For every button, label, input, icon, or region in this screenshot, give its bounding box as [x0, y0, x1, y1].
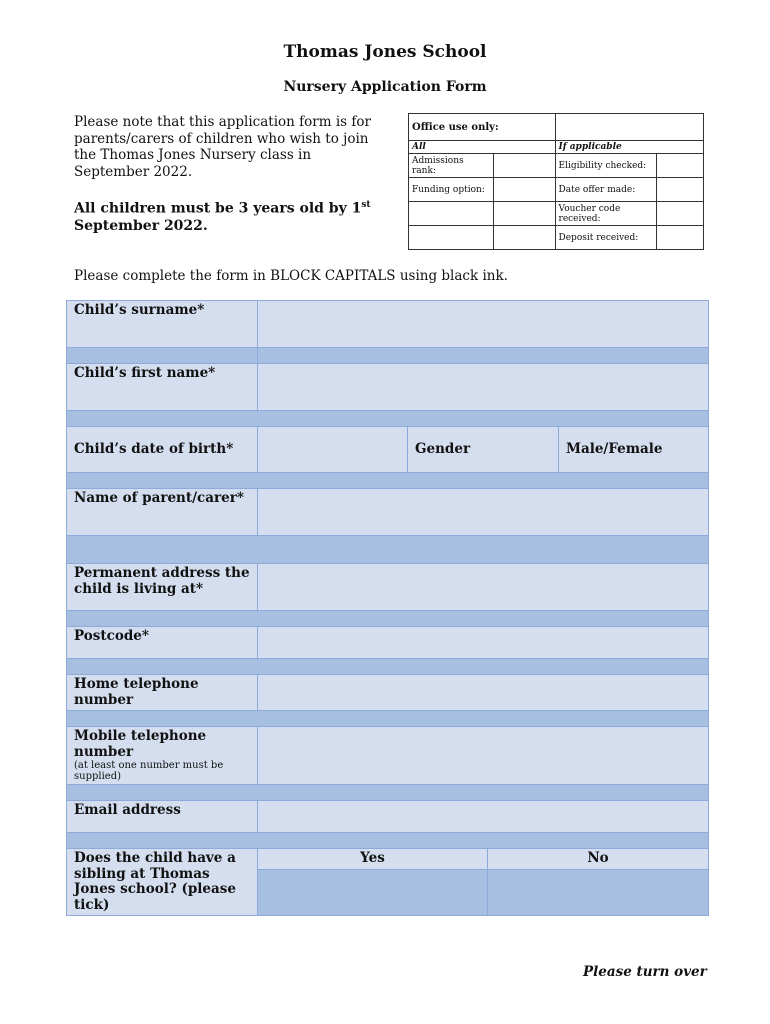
age-requirement	[74, 197, 374, 235]
intro-text: Please note that this application form is for parents/carers of children who wish to join the Thomas Jones Nursery class in September 2022.	[74, 114, 371, 180]
dob-label: Child’s date of birth*	[67, 427, 258, 473]
postcode-label: Postcode*	[67, 627, 258, 659]
row-separator	[67, 473, 709, 489]
row-separator	[67, 711, 709, 727]
email-label: Email address	[67, 801, 258, 833]
admissions-rank-field[interactable]	[493, 154, 555, 178]
deposit-received-field[interactable]	[657, 226, 704, 250]
sibling-yes-checkbox[interactable]	[258, 869, 488, 915]
parent-name-field[interactable]	[258, 489, 709, 536]
gender-label: Gender	[408, 427, 559, 473]
sibling-label: Does the child have a sibling at Thomas Jones school? (please tick)	[67, 849, 258, 916]
parent-name-label: Name of parent/carer*	[67, 489, 258, 536]
row-separator	[67, 659, 709, 675]
surname-field[interactable]	[258, 301, 709, 348]
deposit-received-label: Deposit received:	[555, 226, 657, 250]
mobile-phone-cell	[67, 727, 258, 785]
age-requirement-suffix: September 2022.	[74, 217, 208, 234]
sibling-no-checkbox[interactable]	[488, 869, 709, 915]
office-blank-cell	[409, 202, 494, 226]
first-name-label: Child’s first name*	[67, 364, 258, 411]
home-phone-field[interactable]	[258, 675, 709, 711]
row-separator	[67, 785, 709, 801]
office-use-heading: Office use only:	[409, 114, 556, 141]
mobile-phone-label: Mobile telephone number	[74, 728, 207, 760]
address-field[interactable]	[258, 564, 709, 611]
age-requirement-sup: st	[361, 200, 371, 210]
voucher-code-label: Voucher code received:	[555, 202, 657, 226]
row-separator	[67, 833, 709, 849]
page-title: Thomas Jones School	[283, 42, 487, 62]
turn-over-note: Please turn over	[583, 964, 707, 980]
row-separator	[67, 348, 258, 364]
mobile-phone-field[interactable]	[258, 727, 709, 785]
sibling-yes-label: Yes	[258, 849, 488, 870]
surname-label: Child’s surname*	[67, 301, 258, 348]
eligibility-checked-label: Eligibility checked:	[555, 154, 657, 178]
office-all-label: All	[409, 141, 556, 154]
eligibility-checked-field[interactable]	[657, 154, 704, 178]
funding-option-label: Funding option:	[409, 178, 494, 202]
office-blank-cell	[493, 226, 555, 250]
sibling-no-label: No	[488, 849, 709, 870]
date-offer-made-field[interactable]	[657, 178, 704, 202]
postcode-field[interactable]	[258, 627, 709, 659]
admissions-rank-label: Admissions rank:	[409, 154, 494, 178]
row-separator	[67, 536, 709, 564]
instruction-text: Please complete the form in BLOCK CAPITALS using black ink.	[74, 268, 508, 284]
application-form	[66, 300, 709, 916]
first-name-field[interactable]	[258, 364, 709, 411]
email-field[interactable]	[258, 801, 709, 833]
gender-field[interactable]: Male/Female	[559, 427, 709, 473]
row-separator	[258, 348, 709, 364]
home-phone-label: Home telephone number	[67, 675, 258, 711]
form-subtitle: Nursery Application Form	[283, 79, 487, 95]
office-use-blank	[555, 114, 703, 141]
row-separator	[67, 411, 709, 427]
date-offer-made-label: Date offer made:	[555, 178, 657, 202]
office-use-box	[408, 113, 704, 250]
office-blank-cell	[409, 226, 494, 250]
age-requirement-prefix: All children must be 3 years old by 1	[74, 200, 362, 217]
dob-field[interactable]	[258, 427, 408, 473]
mobile-phone-note: (at least one number must be supplied)	[74, 760, 224, 782]
office-blank-cell	[493, 202, 555, 226]
funding-option-field[interactable]	[493, 178, 555, 202]
row-separator	[67, 611, 709, 627]
office-if-applicable-label: If applicable	[555, 141, 703, 154]
address-label: Permanent address the child is living at*	[67, 564, 258, 611]
voucher-code-field[interactable]	[657, 202, 704, 226]
